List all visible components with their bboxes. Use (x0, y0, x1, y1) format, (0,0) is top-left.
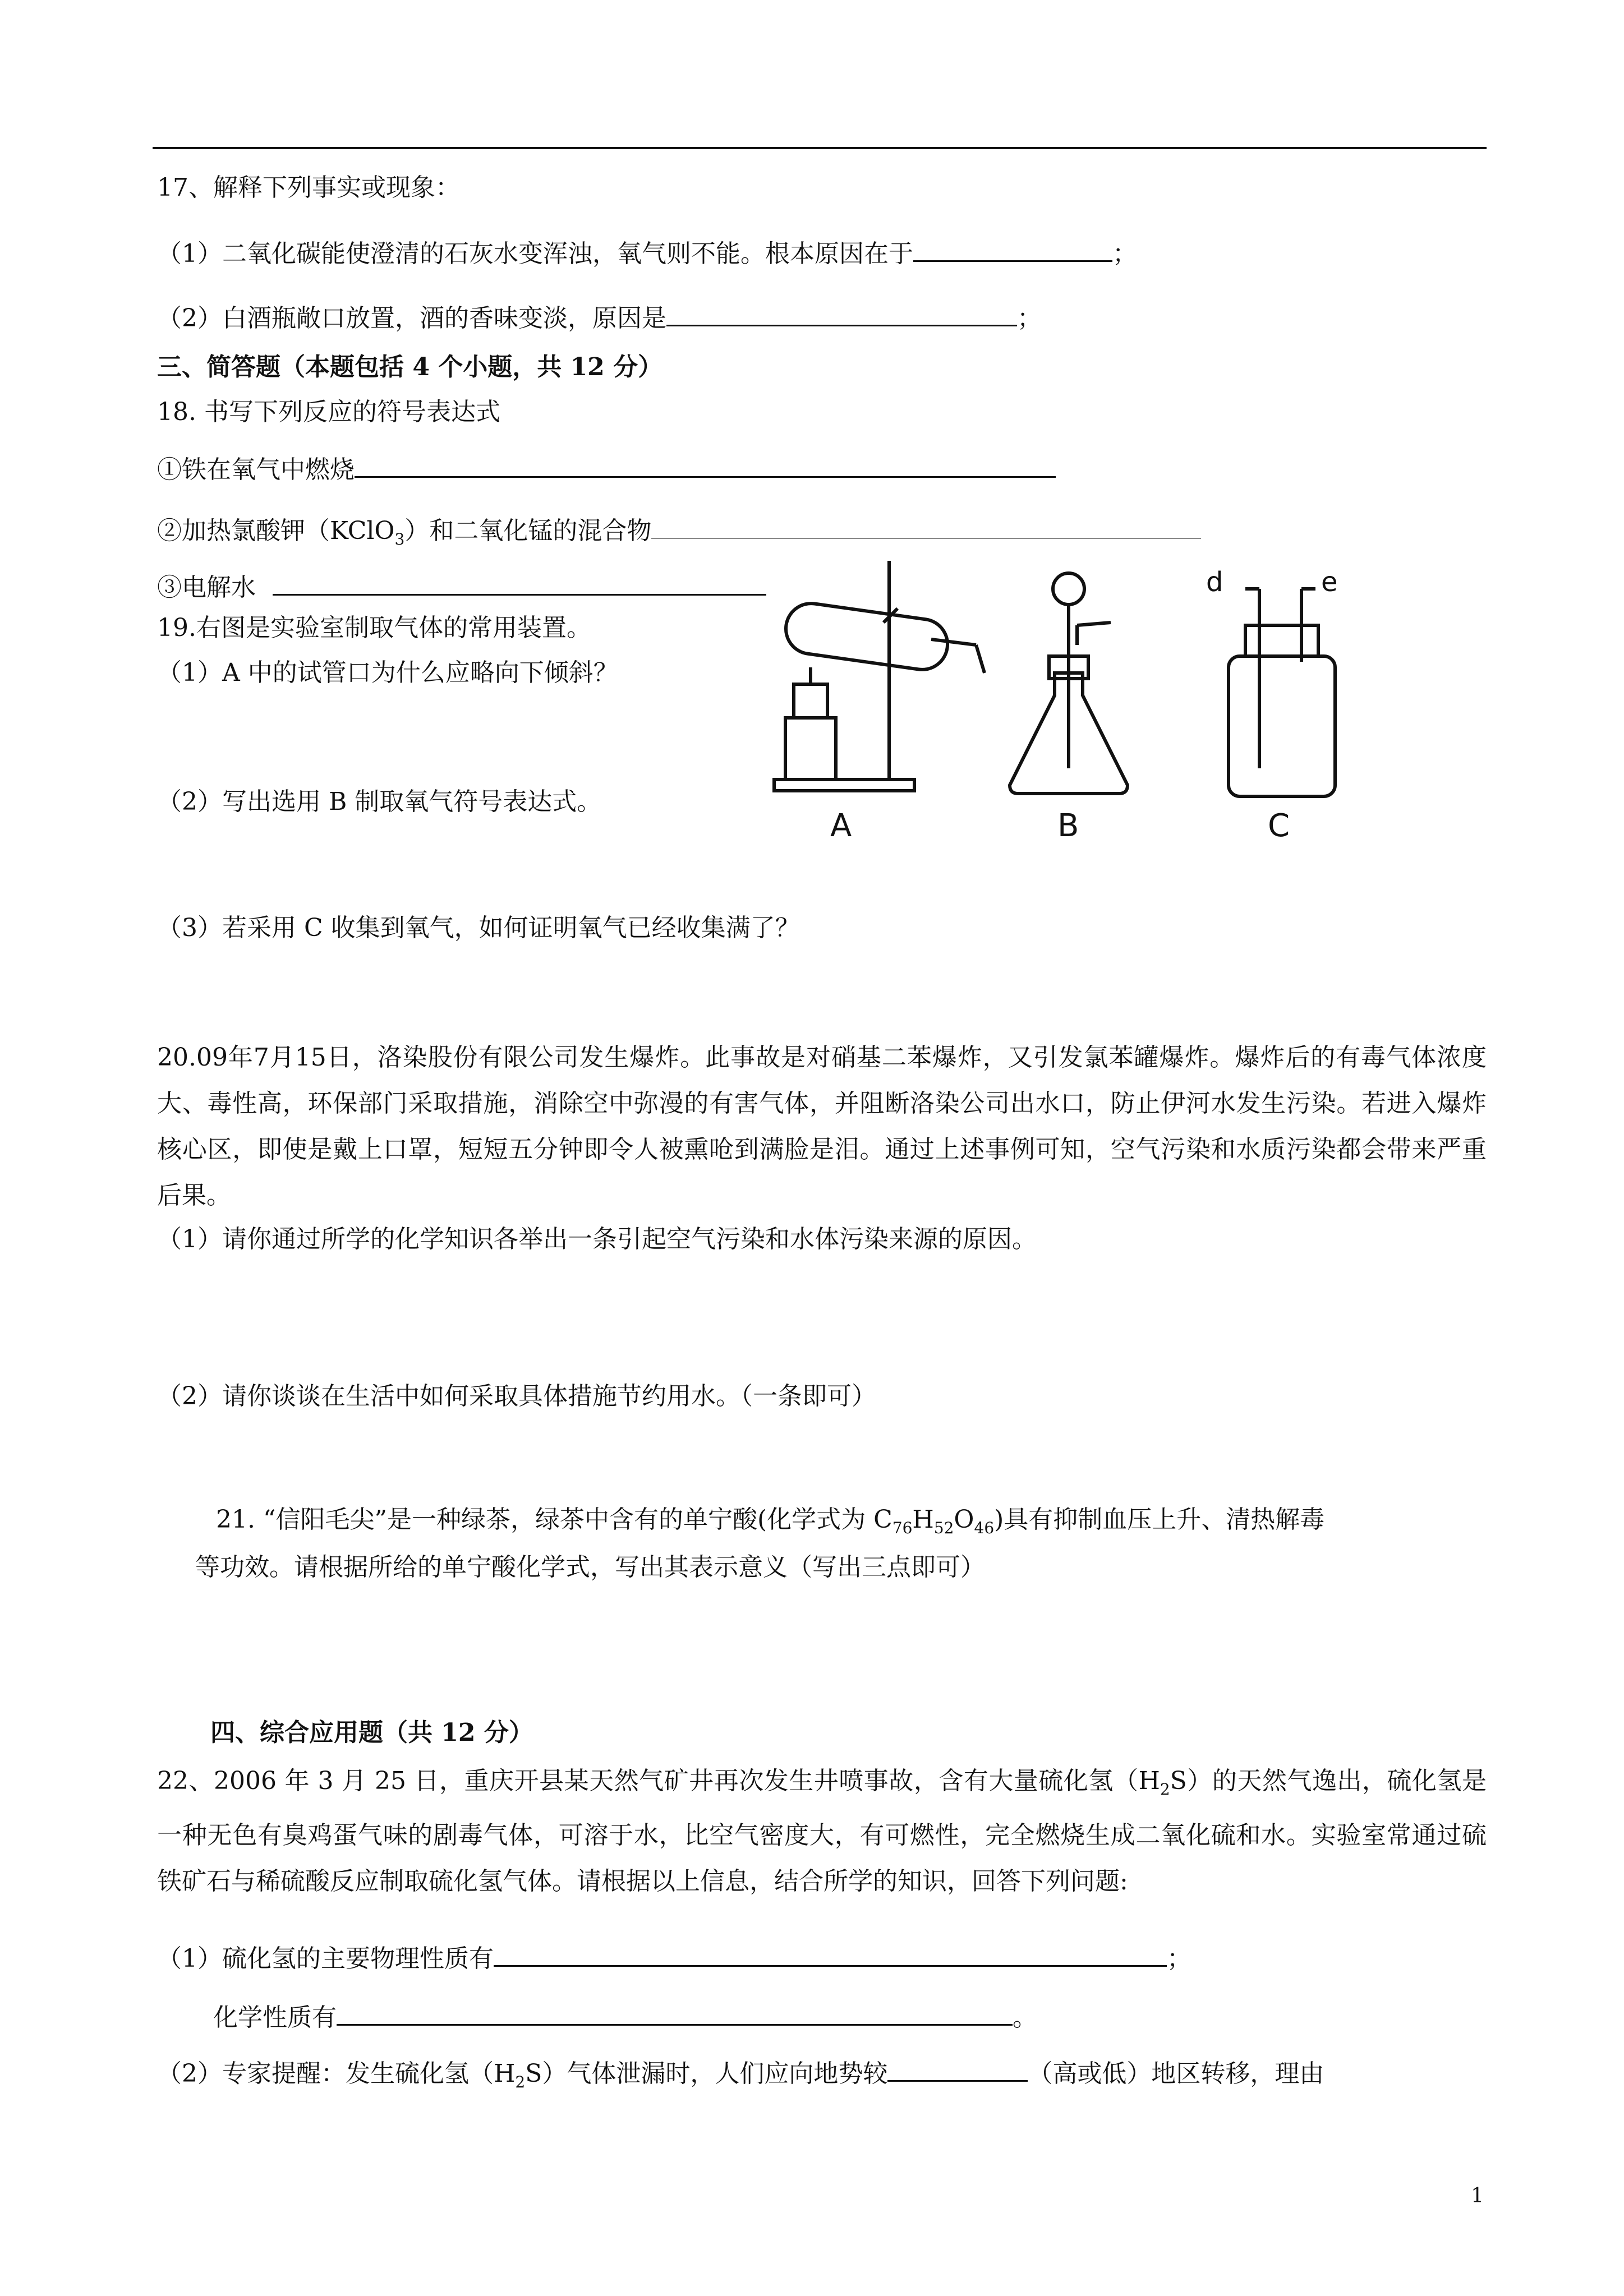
q21-line2: 等功效。请根据所给的单宁酸化学式，写出其表示意义（写出三点即可） (195, 1553, 985, 1582)
q22-terrain-answer-blank[interactable] (887, 2055, 1028, 2082)
q19-part1: （1）A 中的试管口为什么应略向下倾斜？ (157, 658, 618, 687)
section4-heading: 四、综合应用题（共 12 分） (210, 1718, 533, 1747)
q22-chemical-answer-blank[interactable] (337, 1999, 1013, 2026)
apparatus-a (774, 561, 984, 791)
q18-r1-answer-blank[interactable] (355, 451, 1056, 478)
label-e: e (1321, 566, 1338, 598)
q18-reaction3: ③电解水 (157, 569, 766, 605)
apparatus-c (1229, 589, 1335, 796)
q18-reaction2: ②加热氯酸钾（KClO$_3$）和二氧化锰的混合物 (157, 513, 1201, 556)
q19-part2: （2）写出选用 B 制取氧气符号表达式。 (157, 787, 602, 816)
q17-p2-answer-blank[interactable] (666, 300, 1017, 326)
q22-part1b: 化学性质有 。 (213, 1999, 1037, 2035)
q17-title: 17、解释下列事实或现象： (157, 173, 460, 202)
q19-title: 19.右图是实验室制取气体的常用装置。 (157, 614, 591, 642)
q18-r3-answer-blank[interactable] (273, 569, 766, 596)
label-c: C (1268, 808, 1290, 844)
q22-passage: 22、2006 年 3 月 25 日，重庆开县某天然气矿井再次发生井喷事故，含有大量硫化氢$(H_2S)$的天然气逸出，硫化氢是一种无色有臭鸡蛋气味的剧毒气体，可溶于水，比空气密度大，有可燃性，完全燃烧生成二氧化硫和水。实验室常通过硫铁矿石与稀硫酸反应制取硫化氢气体。请根据以上信息，结合所学的知识，回答下列问题: (157, 1767, 1487, 1896)
q17-p1-answer-blank[interactable] (913, 236, 1112, 262)
label-b: B (1057, 808, 1079, 844)
q18-reaction1: ①铁在氧气中燃烧 (157, 451, 1056, 487)
q17-part2: （2）白酒瓶敞口放置，酒的香味变淡，原因是 ； (157, 300, 1042, 335)
q22-part1: （1）硫化氢的主要物理性质有 ； (157, 1940, 1191, 1976)
q22-part2: （2）专家提醒：发生硫化氢$(H_2S)$气体泄漏时，人们应向地势较 （高或低）地区转移，理由 (157, 2055, 1324, 2099)
q21-line1: 21. “信阳毛尖”是一种绿茶，绿茶中含有的单宁酸(化学式为 $C_{76}H_{52}O_{46}$)具有抑制血压上升、清热解毒 (216, 1505, 1325, 1537)
page-number: 1 (1471, 2184, 1484, 2207)
q20-part2: （2）请你谈谈在生活中如何采取具体措施节约用水。（一条即可） (157, 1382, 876, 1410)
q20-part1: （1）请你通过所学的化学知识各举出一条引起空气污染和水体污染来源的原因。 (157, 1225, 1037, 1253)
q19-part3: （3）若采用 C 收集到氧气，如何证明氧气已经收集满了？ (157, 914, 800, 942)
label-a: A (830, 808, 852, 844)
q18-r2-answer-blank[interactable] (651, 513, 1201, 539)
q18-title: 18. 书写下列反应的符号表达式 (157, 398, 500, 426)
q20-passage: 20.09年7月15日，洛染股份有限公司发生爆炸。此事故是对硝基二苯爆炸，又引发氯苯罐爆炸。爆炸后的有毒气体浓度大、毒性高，环保部门采取措施，消除空中弥漫的有害气体，并阻断洛染公司出水口，防止伊河水发生污染。若进入爆炸核心区，即使是戴上口罩，短短五分钟即令人被熏呛到满脸是泪。通过上述事例可知，空气污染和水质污染都会带来严重后果。 (157, 1043, 1487, 1210)
header-rule (153, 147, 1487, 149)
apparatus-drawing (763, 555, 1470, 858)
lab-apparatus-figure (763, 555, 1470, 858)
section3-heading: 三、简答题（本题包括 4 个小题，共 12 分） (157, 353, 663, 381)
label-d: d (1206, 566, 1223, 598)
apparatus-b (1010, 573, 1128, 794)
q22-physical-answer-blank[interactable] (494, 1940, 1167, 1967)
q17-part1: （1）二氧化碳能使澄清的石灰水变浑浊，氧气则不能。根本原因在于 ； (157, 236, 1137, 271)
